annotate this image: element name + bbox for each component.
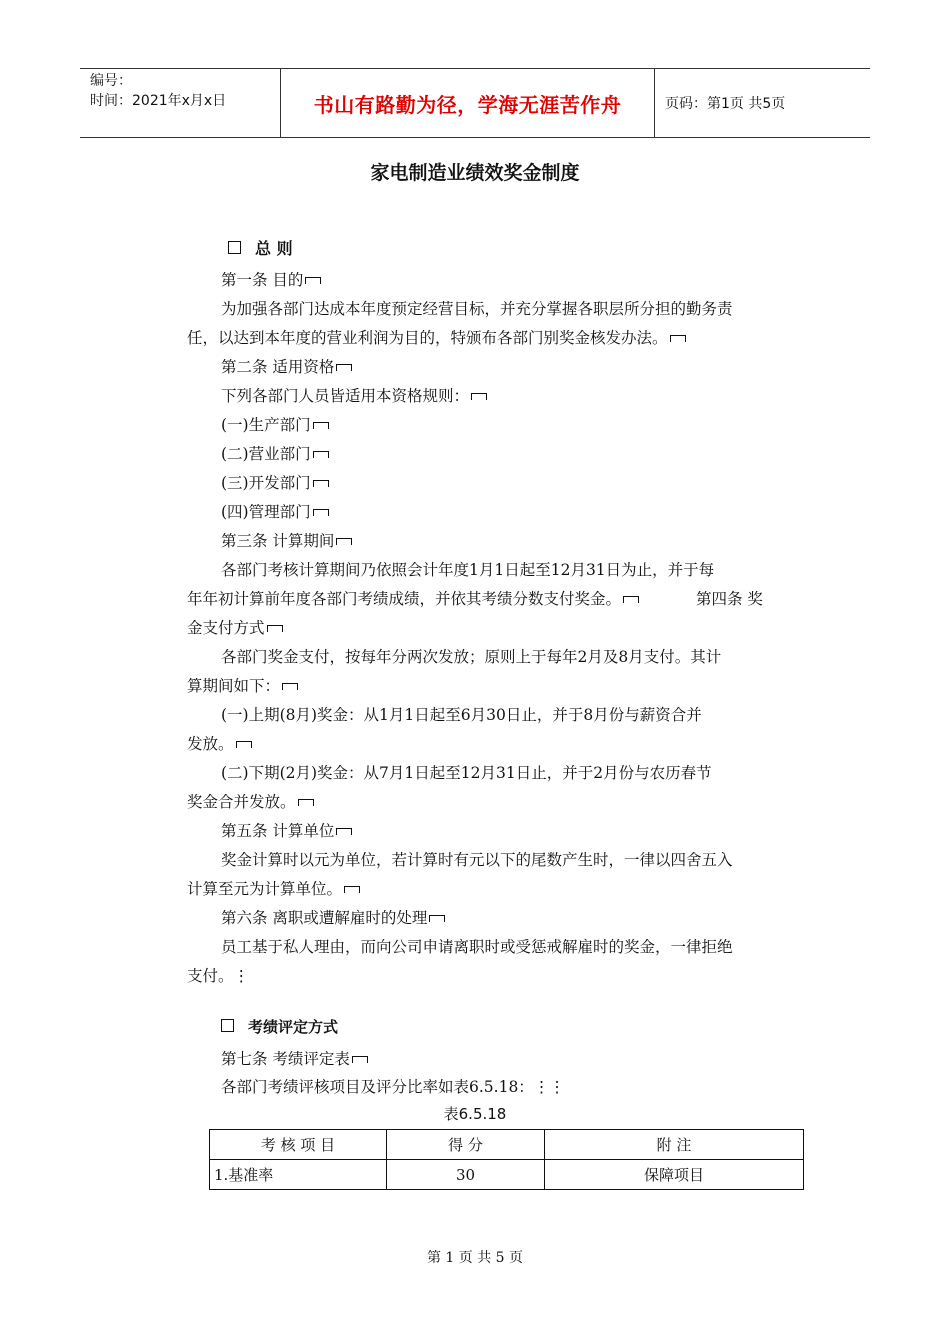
paragraph-mark-icon [336,828,352,835]
paragraph-mark-icon [282,683,298,690]
evaluation-table [209,1129,804,1190]
article-heading-cont: 金支付方式 [187,616,283,638]
paragraph-line: 年年初计算前年度各部门考绩成绩，并依其考绩分数支付奖金。 [187,587,639,609]
paragraph-line: 算期间如下： [187,674,298,696]
table-header-row [210,1130,804,1160]
header-left-cell [80,69,281,137]
table-header-cell: 得 分 [387,1130,545,1160]
list-item: (三)开发部门 [221,471,329,493]
paragraph-line: 为加强各部门达成本年度预定经营目标，并充分掌握各职层所分担的勤务责 [221,300,733,318]
section-label: 总 则 [255,239,293,258]
paragraph-mark-icon [236,741,252,748]
checkbox-square-icon [228,241,241,254]
article-heading: 第二条 适用资格 [221,355,352,377]
article-heading: 第四条 奖 [696,590,763,608]
paragraph-mark-icon [352,1056,368,1063]
paragraph-line: 计算至元为计算单位。 [187,877,360,899]
paragraph-line: (二)下期(2月)奖金：从7月1日起至12月31日止，并于2月份与农历春节 [221,764,712,782]
paragraph-mark-icon [623,596,639,603]
section-heading-general [228,236,293,259]
paragraph-mark-icon [267,625,283,632]
time-label: 时间：2021年x月x日 [90,93,227,109]
article-heading: 第三条 计算期间 [221,529,352,551]
list-item: (四)管理部门 [221,500,329,522]
page-footer: 第 1 页 共 5 页 [426,1250,524,1266]
paragraph-mark-icon [336,538,352,545]
paragraph-line: 各部门考绩评核项目及评分比率如表6.5.18：⋮⋮ [221,1078,565,1096]
table-cell: 30 [387,1160,545,1190]
section-label: 考绩评定方式 [248,1018,339,1036]
paragraph-line: 各部门奖金支付，按每年分两次发放；原则上于每年2月及8月支付。其计 [221,648,722,666]
paragraph-mark-icon [313,509,329,516]
table-cell: 1.基准率 [210,1160,387,1190]
paragraph-mark-icon [471,393,487,400]
table-row [210,1160,804,1190]
paragraph-mark-icon [298,799,314,806]
paragraph-line: 下列各部门人员皆适用本资格规则： [221,384,487,406]
number-label: 编号： [90,73,132,89]
paragraph-mark-icon [429,915,445,922]
checkbox-square-icon [221,1019,234,1032]
table-header-cell: 考 核 项 目 [210,1130,387,1160]
paragraph-mark-icon [670,335,686,342]
paragraph-line: 支付。⋮ [187,967,250,985]
page-label: 页码：第1页 共5页 [665,96,786,112]
paragraph-line: 各部门考核计算期间乃依照会计年度1月1日起至12月31日为止，并于每 [221,561,715,579]
paragraph-line: 任，以达到本年度的营业利润为目的，特颁布各部门别奖金核发办法。 [187,326,686,348]
header-table [80,68,870,138]
motto: 书山有路勤为径，学海无涯苦作舟 [281,69,655,137]
paragraph-mark-icon [305,277,321,284]
paragraph-mark-icon [313,451,329,458]
article-heading: 第七条 考绩评定表 [221,1047,368,1069]
paragraph-line: (一)上期(8月)奖金：从1月1日起至6月30日止，并于8月份与薪资合并 [221,706,702,724]
table-caption: 表6.5.18 [443,1105,507,1123]
list-item: (二)营业部门 [221,442,329,464]
paragraph-line: 员工基于私人理由，而向公司申请离职时或受惩戒解雇时的奖金，一律拒绝 [221,938,733,956]
section-heading-evaluation [221,1016,338,1037]
paragraph-line: 奖金计算时以元为单位，若计算时有元以下的尾数产生时，一律以四舍五入 [221,851,733,869]
paragraph-mark-icon [313,480,329,487]
table-cell: 保障项目 [545,1160,804,1190]
paragraph-line: 奖金合并发放。 [187,790,314,812]
paragraph-mark-icon [313,422,329,429]
article-heading: 第五条 计算单位 [221,819,352,841]
paragraph-line: 发放。 [187,732,252,754]
article-heading: 第六条 离职或遭解雇时的处理 [221,906,445,928]
table-header-cell: 附 注 [545,1130,804,1160]
paragraph-mark-icon [336,364,352,371]
article-heading: 第一条 目的 [221,268,321,290]
paragraph-mark-icon [344,886,360,893]
list-item: (一)生产部门 [221,413,329,435]
document-title: 家电制造业绩效奖金制度 [370,162,580,184]
